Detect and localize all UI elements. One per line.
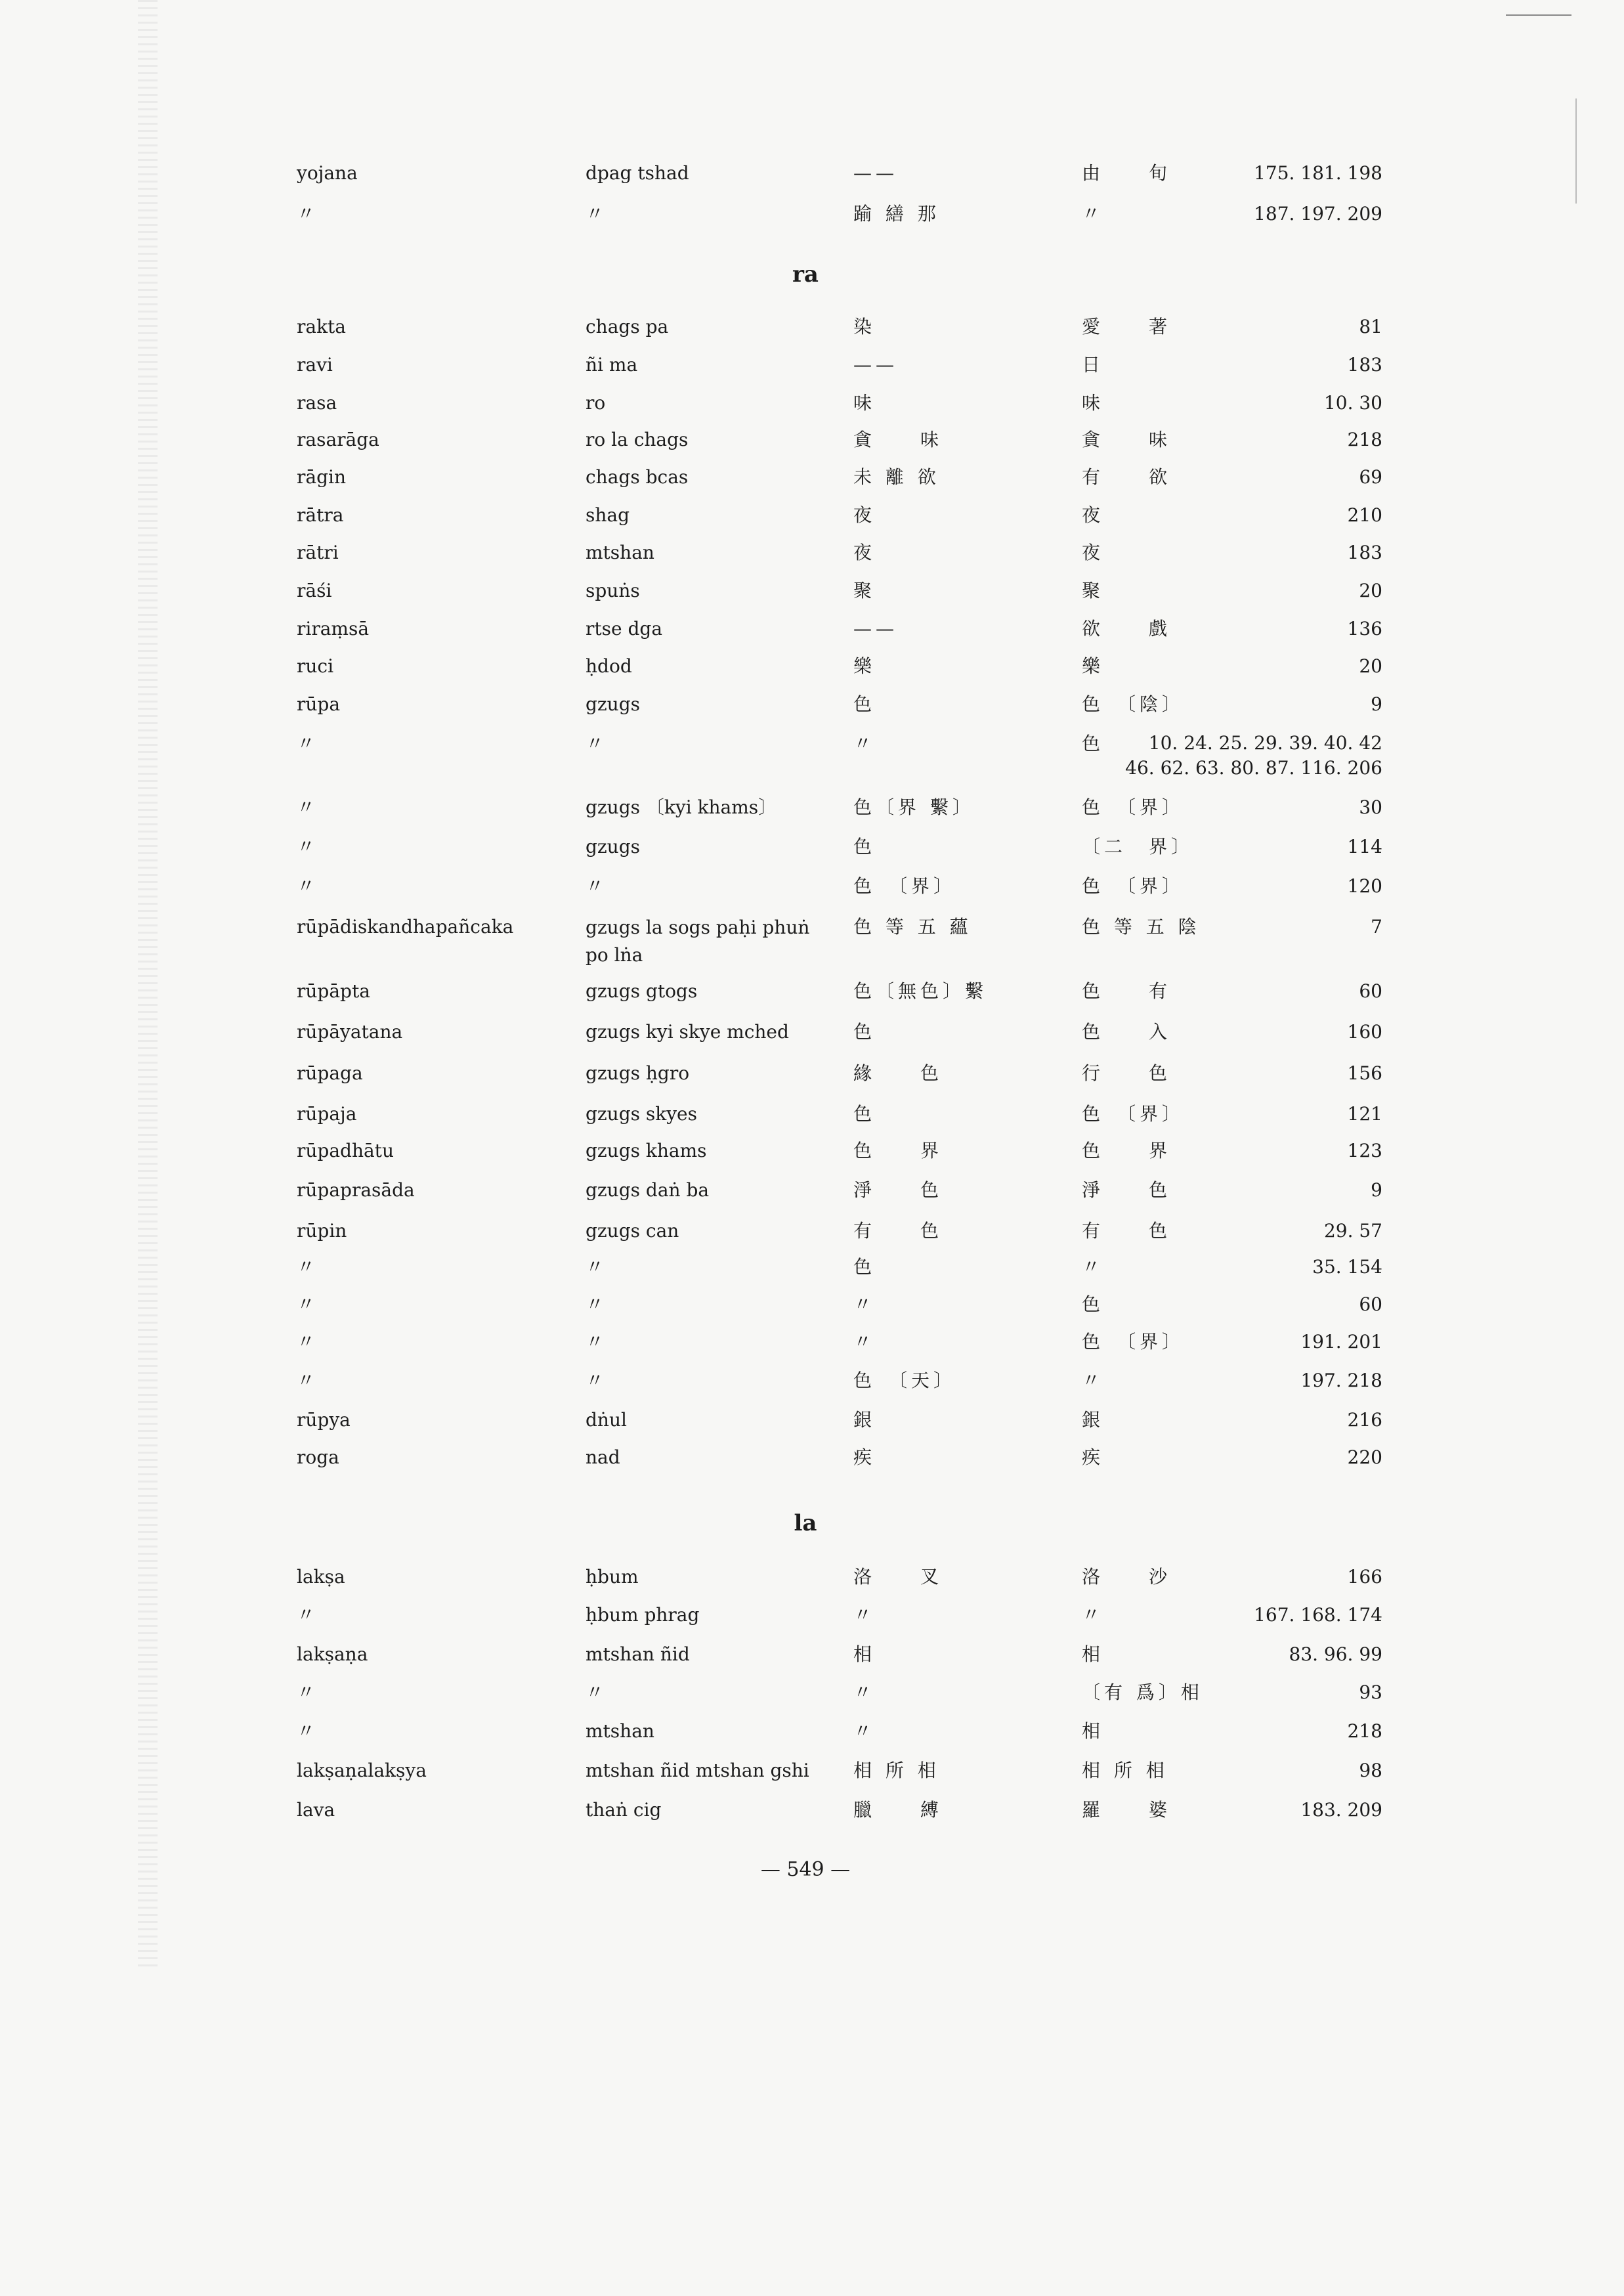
sanskrit-term: rāgin	[297, 466, 346, 488]
sanskrit-term: 〃	[297, 836, 316, 857]
page-references: 156	[1347, 1062, 1382, 1084]
sanskrit-term: 〃	[297, 1293, 316, 1315]
chinese-translation-1: 色〔界 繫〕	[853, 796, 975, 818]
chinese-translation-2: 日	[1082, 354, 1105, 376]
tibetan-term: mtshan ñid mtshan gshi	[586, 1760, 809, 1781]
sanskrit-term: 〃	[297, 203, 316, 225]
chinese-translation-2: 色 界	[1082, 1140, 1172, 1161]
sanskrit-term: lakṣa	[297, 1566, 345, 1588]
entry-row	[0, 1019, 1624, 1057]
entry-row	[0, 464, 1624, 502]
sanskrit-term: rūpadhātu	[297, 1140, 394, 1161]
tibetan-term: gzugs skyes	[586, 1103, 697, 1125]
page-references: 81	[1359, 316, 1382, 337]
chinese-translation-1: 疾	[853, 1446, 876, 1468]
entry-row	[0, 1368, 1624, 1406]
chinese-translation-2: 行 色	[1082, 1062, 1172, 1084]
entry-row	[0, 427, 1624, 465]
entry-row	[0, 1602, 1624, 1640]
page-references: 120	[1347, 875, 1382, 897]
entry-row	[0, 1218, 1624, 1256]
chinese-translation-1: 色	[853, 1256, 876, 1278]
sanskrit-term: lakṣaṇalakṣya	[297, 1760, 427, 1781]
chinese-translation-2: 〃	[1082, 1256, 1105, 1278]
tibetan-term: chags pa	[586, 316, 669, 337]
chinese-translation-2: 色 有	[1082, 980, 1172, 1002]
page-references: 160	[1347, 1021, 1382, 1043]
sanskrit-term: 〃	[297, 1720, 316, 1742]
chinese-translation-2: 相	[1082, 1643, 1105, 1665]
chinese-translation-1: 〃	[853, 1604, 876, 1626]
sanskrit-term: rātri	[297, 542, 339, 563]
chinese-translation-2: 愛 著	[1082, 316, 1172, 337]
chinese-translation-2: 夜	[1082, 542, 1105, 563]
chinese-translation-1: 〃	[853, 1331, 876, 1353]
page-references: 121	[1347, 1103, 1382, 1125]
tibetan-term: gzugs	[586, 693, 641, 715]
page-references: 191. 201	[1300, 1331, 1382, 1353]
chinese-translation-2: 色 〔界〕	[1082, 796, 1185, 818]
page-references: 187. 197. 209	[1254, 203, 1382, 225]
chinese-translation-1: 臘 縛	[853, 1799, 943, 1821]
entry-row	[0, 1254, 1624, 1292]
tibetan-term: ḥdod	[586, 655, 632, 677]
tibetan-term: 〃	[586, 203, 605, 225]
tibetan-term: gzugs kyi skye mched	[586, 1021, 789, 1043]
page-references: 136	[1347, 618, 1382, 639]
page-references: 20	[1359, 655, 1382, 677]
chinese-translation-1: 色	[853, 1103, 876, 1125]
tibetan-term: nad	[586, 1446, 620, 1468]
entry-row	[0, 160, 1624, 198]
entry-row	[0, 390, 1624, 428]
chinese-translation-2: 色 等 五 陰	[1082, 916, 1201, 938]
sanskrit-term: 〃	[297, 1331, 316, 1353]
sanskrit-term: 〃	[297, 733, 316, 754]
chinese-translation-1: 色〔無色〕繫	[853, 980, 988, 1002]
sanskrit-term: rūpin	[297, 1220, 347, 1242]
chinese-translation-1: 色 〔界〕	[853, 875, 956, 897]
page-references: 183	[1347, 354, 1382, 376]
page-references: 197. 218	[1300, 1370, 1382, 1391]
scan-top-rule	[1506, 14, 1571, 16]
page-references: 175. 181. 198	[1254, 162, 1382, 184]
page-references: 35. 154	[1312, 1256, 1382, 1278]
chinese-translation-1: 〃	[853, 1293, 876, 1315]
entry-row	[0, 201, 1624, 239]
page-references: 220	[1347, 1446, 1382, 1468]
page-references: 123	[1347, 1140, 1382, 1161]
tibetan-term: 〃	[586, 1256, 605, 1278]
page-references: 69	[1359, 466, 1382, 488]
entry-row	[0, 502, 1624, 540]
sanskrit-term: rūpya	[297, 1409, 351, 1431]
chinese-translation-1: 淨 色	[853, 1179, 943, 1201]
tibetan-term: gzugs can	[586, 1220, 679, 1242]
page-number	[0, 1858, 1624, 1881]
sanskrit-term: rakta	[297, 316, 346, 337]
tibetan-term: gzugs khams	[586, 1140, 707, 1161]
entry-row	[0, 578, 1624, 616]
chinese-translation-1: 銀	[853, 1409, 876, 1431]
tibetan-term: dpag tshad	[586, 162, 689, 184]
chinese-translation-1: 洛 叉	[853, 1566, 943, 1588]
page-references: 29. 57	[1323, 1220, 1382, 1242]
chinese-translation-2: 有 欲	[1082, 466, 1172, 488]
section-heading-la	[0, 1510, 1624, 1536]
page-references: 30	[1359, 796, 1382, 818]
chinese-translation-2: 色	[1082, 733, 1105, 754]
tibetan-term: 〃	[586, 875, 605, 897]
tibetan-term: mtshan ñid	[586, 1643, 690, 1665]
sanskrit-term: rūpa	[297, 693, 341, 715]
entry-row	[0, 1177, 1624, 1215]
chinese-translation-2: 銀	[1082, 1409, 1105, 1431]
chinese-translation-2: 〔有 爲〕相	[1082, 1681, 1203, 1703]
sanskrit-term: rasarāga	[297, 429, 379, 450]
page-references: 9	[1371, 1179, 1382, 1201]
page-references: 10. 24. 25. 29. 39. 40. 42 46. 62. 63. 80. 87. 116. 206	[1125, 732, 1382, 779]
chinese-translation-2: 淨 色	[1082, 1179, 1172, 1201]
tibetan-term: gzugs	[586, 836, 641, 857]
tibetan-term: shag	[586, 504, 630, 526]
chinese-translation-1: 相 所 相	[853, 1760, 940, 1781]
entry-row	[0, 691, 1624, 729]
entry-row	[0, 352, 1624, 390]
section-heading-ra-label: ra	[792, 261, 819, 288]
entry-row	[0, 1291, 1624, 1330]
section-heading-ra	[0, 261, 1624, 288]
chinese-translation-1: 有 色	[853, 1220, 943, 1242]
entry-row	[0, 978, 1624, 1016]
chinese-translation-2: 〃	[1082, 1370, 1105, 1391]
chinese-translation-1: 〃	[853, 1681, 876, 1703]
page-references: 98	[1359, 1760, 1382, 1781]
tibetan-term: 〃	[586, 1681, 605, 1703]
chinese-translation-1: 色	[853, 836, 876, 857]
tibetan-term: thaṅ cig	[586, 1799, 662, 1821]
chinese-translation-1: 夜	[853, 504, 876, 526]
chinese-translation-2: 色 〔界〕	[1082, 1103, 1185, 1125]
tibetan-term: 〃	[586, 1370, 605, 1391]
page-references: 218	[1347, 1720, 1382, 1742]
page-references: 10. 30	[1323, 392, 1382, 414]
chinese-translation-2: 色 〔陰〕	[1082, 693, 1185, 715]
section-heading-la-label: la	[794, 1510, 817, 1536]
entry-row	[0, 873, 1624, 911]
chinese-translation-2: 有 色	[1082, 1220, 1172, 1242]
chinese-translation-1: 樂	[853, 655, 876, 677]
chinese-translation-2: 〔二 界〕	[1082, 836, 1194, 857]
entry-row	[0, 540, 1624, 578]
sanskrit-term: lava	[297, 1799, 335, 1821]
chinese-translation-2: 夜	[1082, 504, 1105, 526]
tibetan-term: mtshan	[586, 542, 654, 563]
tibetan-term: gzugs 〔kyi khams〕	[586, 796, 777, 818]
page-references: 183	[1347, 542, 1382, 563]
entry-row	[0, 1101, 1624, 1139]
chinese-translation-1: 緣 色	[853, 1062, 943, 1084]
chinese-translation-2: 羅 婆	[1082, 1799, 1172, 1821]
tibetan-term: ro	[586, 392, 606, 414]
chinese-translation-2: 聚	[1082, 580, 1105, 601]
entry-row	[0, 1444, 1624, 1483]
chinese-translation-1: ——	[853, 354, 898, 376]
sanskrit-term: rūpādiskandhapañcaka	[297, 916, 514, 938]
sanskrit-term: rāśi	[297, 580, 332, 601]
sanskrit-term: rūpaja	[297, 1103, 357, 1125]
tibetan-term: ro la chags	[586, 429, 689, 450]
page-references: 114	[1347, 836, 1382, 857]
tibetan-term: 〃	[586, 1293, 605, 1315]
entry-row	[0, 834, 1624, 872]
tibetan-term: gzugs la sogs paḥi phuṅ po lṅa	[586, 917, 810, 966]
chinese-translation-2: 色 入	[1082, 1021, 1172, 1043]
entry-row	[0, 1758, 1624, 1796]
chinese-translation-2: 疾	[1082, 1446, 1105, 1468]
chinese-translation-1: 貪 味	[853, 429, 943, 450]
sanskrit-term: roga	[297, 1446, 339, 1468]
tibetan-term: ḥbum phrag	[586, 1604, 700, 1626]
page-references: 210	[1347, 504, 1382, 526]
sanskrit-term: 〃	[297, 875, 316, 897]
chinese-translation-1: 味	[853, 392, 876, 414]
sanskrit-term: riraṃsā	[297, 618, 370, 639]
chinese-translation-2: 相 所 相	[1082, 1760, 1168, 1781]
entry-row	[0, 1718, 1624, 1756]
sanskrit-term: rasa	[297, 392, 337, 414]
sanskrit-term: 〃	[297, 796, 316, 818]
sanskrit-term: 〃	[297, 1370, 316, 1391]
tibetan-term: gzugs ḥgro	[586, 1062, 690, 1084]
chinese-translation-1: 色 界	[853, 1140, 943, 1161]
entry-row	[0, 1060, 1624, 1098]
page-references: 166	[1347, 1566, 1382, 1588]
page-references: 216	[1347, 1409, 1382, 1431]
page-references: 60	[1359, 1293, 1382, 1315]
tibetan-term: ḥbum	[586, 1566, 639, 1588]
chinese-translation-2: 色	[1082, 1293, 1105, 1315]
chinese-translation-1: 染	[853, 316, 876, 337]
chinese-translation-2: 樂	[1082, 655, 1105, 677]
chinese-translation-2: 色 〔界〕	[1082, 1331, 1185, 1353]
tibetan-term: mtshan	[586, 1720, 654, 1742]
chinese-translation-2: 色 〔界〕	[1082, 875, 1185, 897]
chinese-translation-1: 夜	[853, 542, 876, 563]
page-references: 83. 96. 99	[1289, 1643, 1382, 1665]
entry-row	[0, 1679, 1624, 1718]
sanskrit-term: rūpāyatana	[297, 1021, 403, 1043]
entry-row	[0, 1641, 1624, 1679]
tibetan-term: rtse dga	[586, 618, 663, 639]
entry-row	[0, 731, 1624, 779]
tibetan-term: spuṅs	[586, 580, 640, 601]
page-references: 60	[1359, 980, 1382, 1002]
page-references: 183. 209	[1300, 1799, 1382, 1821]
tibetan-term: gzugs gtogs	[586, 980, 698, 1002]
page-references: 218	[1347, 429, 1382, 450]
page-references: 7	[1371, 916, 1382, 938]
sanskrit-term: rūpāpta	[297, 980, 370, 1002]
chinese-translation-1: ——	[853, 162, 898, 184]
page-number-label: — 549 —	[760, 1858, 851, 1881]
entry-row	[0, 616, 1624, 654]
chinese-translation-1: 色 等 五 蘊	[853, 916, 972, 938]
tibetan-term: 〃	[586, 1331, 605, 1353]
entry-row	[0, 314, 1624, 352]
chinese-translation-2: 貪 味	[1082, 429, 1172, 450]
entry-row	[0, 1138, 1624, 1176]
chinese-translation-1: 聚	[853, 580, 876, 601]
tibetan-term: gzugs daṅ ba	[586, 1179, 710, 1201]
sanskrit-term: ruci	[297, 655, 334, 677]
chinese-translation-2: 味	[1082, 392, 1105, 414]
entry-row	[0, 1797, 1624, 1835]
chinese-translation-1: 色	[853, 1021, 876, 1043]
chinese-translation-1: 色	[853, 693, 876, 715]
chinese-translation-1: 相	[853, 1643, 876, 1665]
chinese-translation-1: 〃	[853, 733, 876, 754]
entry-row	[0, 1407, 1624, 1445]
sanskrit-term: 〃	[297, 1604, 316, 1626]
sanskrit-term: 〃	[297, 1681, 316, 1703]
chinese-translation-1: 〃	[853, 1720, 876, 1742]
tibetan-term: chags bcas	[586, 466, 689, 488]
page-references: 20	[1359, 580, 1382, 601]
chinese-translation-2: 〃	[1082, 203, 1105, 225]
chinese-translation-1: 色 〔天〕	[853, 1370, 956, 1391]
tibetan-term: dṅul	[586, 1409, 627, 1431]
chinese-translation-2: 洛 沙	[1082, 1566, 1172, 1588]
chinese-translation-2: 由 旬	[1082, 162, 1172, 184]
sanskrit-term: lakṣaṇa	[297, 1643, 368, 1665]
entry-row	[0, 1329, 1624, 1367]
entry-row	[0, 914, 1624, 966]
page-references: 93	[1359, 1681, 1382, 1703]
chinese-translation-1: ——	[853, 618, 898, 639]
entry-row	[0, 653, 1624, 691]
entry-row	[0, 1564, 1624, 1602]
entry-row	[0, 794, 1624, 833]
tibetan-term: ñi ma	[586, 354, 638, 376]
chinese-translation-2: 相	[1082, 1720, 1105, 1742]
sanskrit-term: yojana	[297, 162, 358, 184]
chinese-translation-1: 未 離 欲	[853, 466, 940, 488]
chinese-translation-2: 欲 戲	[1082, 618, 1172, 639]
page-references: 9	[1371, 693, 1382, 715]
sanskrit-term: rātra	[297, 504, 344, 526]
page-references: 167. 168. 174	[1254, 1604, 1382, 1626]
sanskrit-term: ravi	[297, 354, 333, 376]
chinese-translation-2: 〃	[1082, 1604, 1105, 1626]
tibetan-term: 〃	[586, 733, 605, 754]
sanskrit-term: 〃	[297, 1256, 316, 1278]
sanskrit-term: rūpaprasāda	[297, 1179, 415, 1201]
chinese-translation-1: 踰 繕 那	[853, 203, 940, 225]
sanskrit-term: rūpaga	[297, 1062, 363, 1084]
